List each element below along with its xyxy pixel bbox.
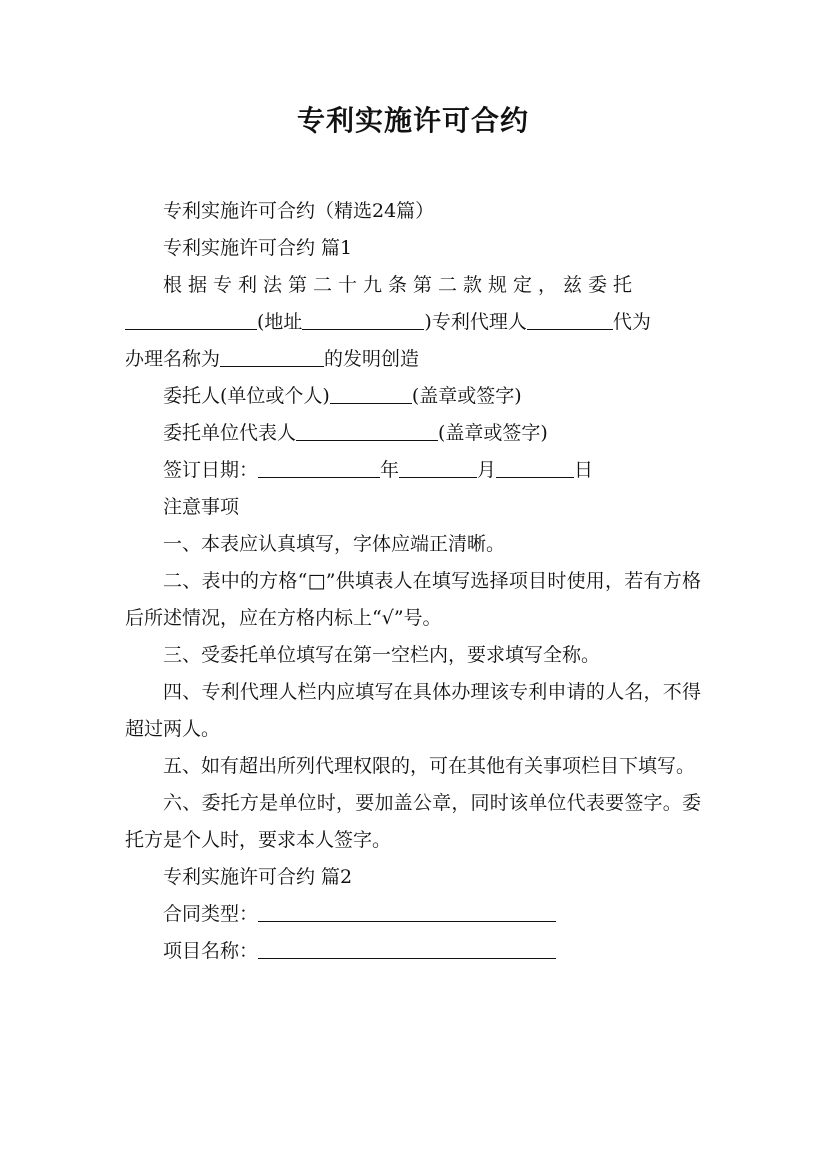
note-3: 三、受委托单位填写在第一空栏内，要求填写全称。 [163,644,601,666]
para1-f: 的发明创造 [324,348,420,370]
day-blank [496,455,574,478]
para1-e: 办理名称为 [125,348,221,370]
client-line [125,378,701,415]
document-title: 专利实施许可合约 [296,104,529,137]
project-name-blank [258,936,556,959]
note-2: 二、表中的方格“□”供填表人在填写选择项目时使用，若有方格后所述情况，应在方格内标上“√”号。 [125,570,701,629]
main-heading: 专利实施许可合约（精选24篇） [163,200,435,222]
contract-type-line [125,896,701,933]
month-blank [399,455,477,478]
para1-a: 根据专利法第二十九条第二款规定，兹委托 [163,274,639,296]
year-blank [258,455,380,478]
client-label: 委托人(单位或个人) [163,385,330,407]
note-5: 五、如有超出所列代理权限的，可在其他有关事项栏目下填写。 [163,755,696,777]
document-body [125,193,701,970]
notes-heading: 注意事项 [163,496,240,518]
date-label: 签订日期： [163,459,259,481]
rep-line [125,415,701,452]
note-1: 一、本表应认真填写，字体应端正清晰。 [163,533,506,555]
client-sign: (盖章或签字) [411,385,522,407]
invention-name-blank [220,344,324,367]
date-month: 月 [477,459,497,481]
rep-blank [296,418,438,441]
rep-sign: (盖章或签字) [438,422,548,444]
project-name-label: 项目名称： [163,940,259,962]
para1-line3 [125,341,701,378]
principal-blank [125,307,257,330]
date-line [125,452,701,489]
rep-label: 委托单位代表人 [163,422,297,444]
para1-d: 代为 [612,311,651,333]
agent-blank [527,307,613,330]
contract-type-label: 合同类型： [163,903,259,925]
para1-c: )专利代理人 [424,311,527,333]
client-blank [330,381,412,404]
para1-line1 [125,267,701,304]
section1-heading: 专利实施许可合约 篇1 [163,237,353,259]
date-day: 日 [574,459,594,481]
para1-b: (地址 [257,311,303,333]
para1-line2 [125,304,701,341]
address-blank [302,307,424,330]
project-name-line [125,933,701,970]
note-4: 四、专利代理人栏内应填写在具体办理该专利申请的人名，不得超过两人。 [125,681,701,740]
date-year: 年 [380,459,400,481]
section2-heading: 专利实施许可合约 篇2 [163,866,353,888]
note-6: 六、委托方是单位时，要加盖公章，同时该单位代表要签字。委托方是个人时，要求本人签字。 [125,792,701,851]
contract-type-blank [258,899,556,922]
